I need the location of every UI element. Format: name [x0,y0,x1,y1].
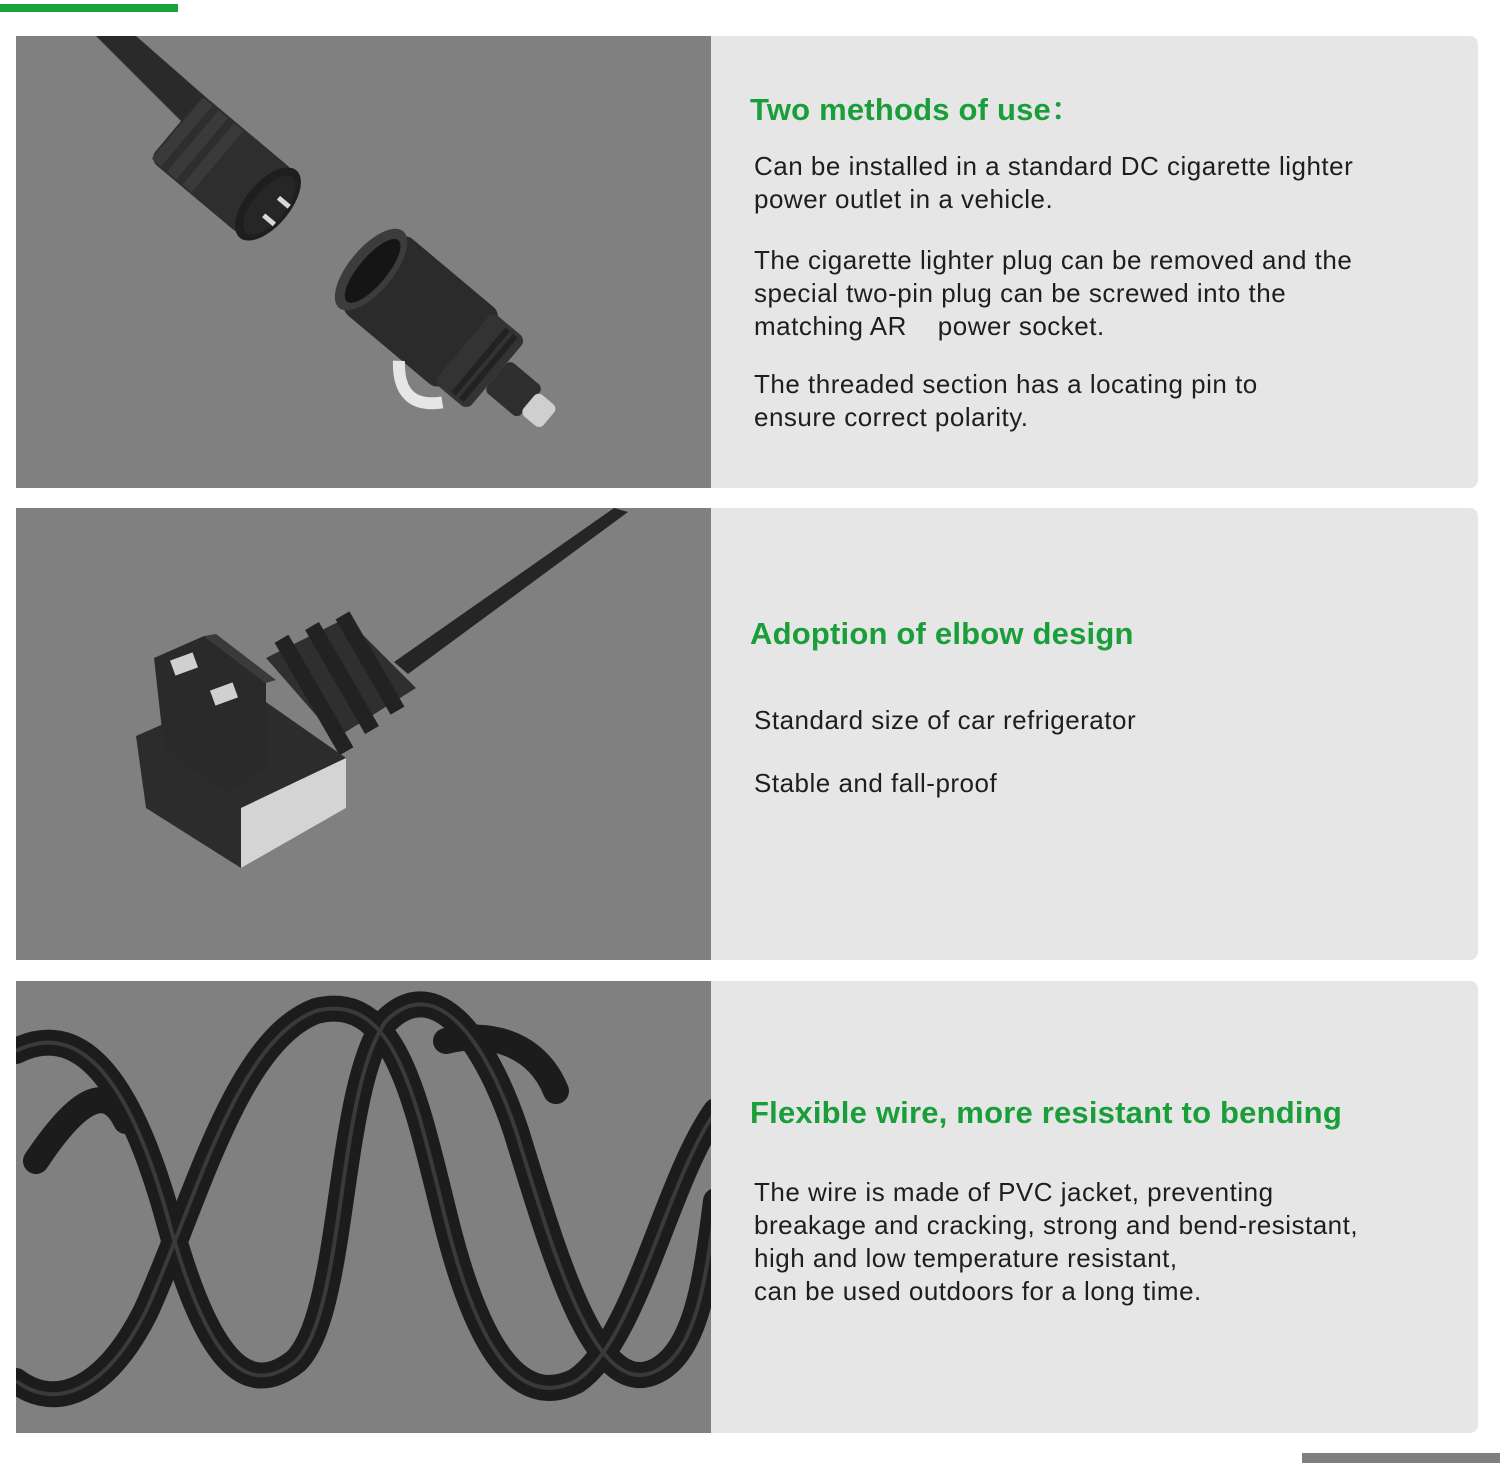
text-line: Stable and fall-proof [754,768,998,798]
text-line: Can be installed in a standard DC cigarette lighter [754,151,1354,181]
paragraph [754,368,1258,434]
elbow-plug-photo [16,508,711,960]
plug-adapter-photo [16,36,711,488]
two-pin-plug-and-lighter-plug-illustration [16,36,711,488]
text-line: power outlet in a vehicle. [754,184,1054,214]
text-line: The cigarette lighter plug can be removed and the [754,245,1353,275]
top-accent-bar [0,4,178,12]
bottom-accent-bar [1302,1453,1500,1463]
section-title: Adoption of elbow design [750,616,1134,651]
text-line: high and low temperature resistant, [754,1243,1178,1273]
text-line: matching AR power socket. [754,311,1105,341]
text-line: special two-pin plug can be screwed into the [754,278,1287,308]
feature-panel-two-methods [16,36,1478,488]
text-line: Standard size of car refrigerator [754,705,1137,735]
paragraph [754,767,997,800]
section-title: Flexible wire, more resistant to bending [750,1095,1342,1130]
text-column [750,981,1464,1433]
section-title: Two methods of use： [750,92,1083,127]
paragraph [754,704,1136,737]
feature-panel-flexible-wire [16,981,1478,1433]
text-line: The threaded section has a locating pin to [754,369,1258,399]
elbow-plug-illustration [16,508,711,960]
feature-panel-elbow-design [16,508,1478,960]
text-line: ensure correct polarity. [754,402,1029,432]
coiled-wire-photo [16,981,711,1433]
text-line: can be used outdoors for a long time. [754,1276,1202,1306]
paragraph [754,244,1352,343]
paragraph [754,150,1353,216]
text-line: The wire is made of PVC jacket, preventing [754,1177,1274,1207]
paragraph [754,1176,1358,1308]
text-column [750,36,1464,488]
text-line: breakage and cracking, strong and bend-resistant, [754,1210,1359,1240]
coiled-cable-illustration [16,981,711,1433]
text-column [750,508,1464,960]
